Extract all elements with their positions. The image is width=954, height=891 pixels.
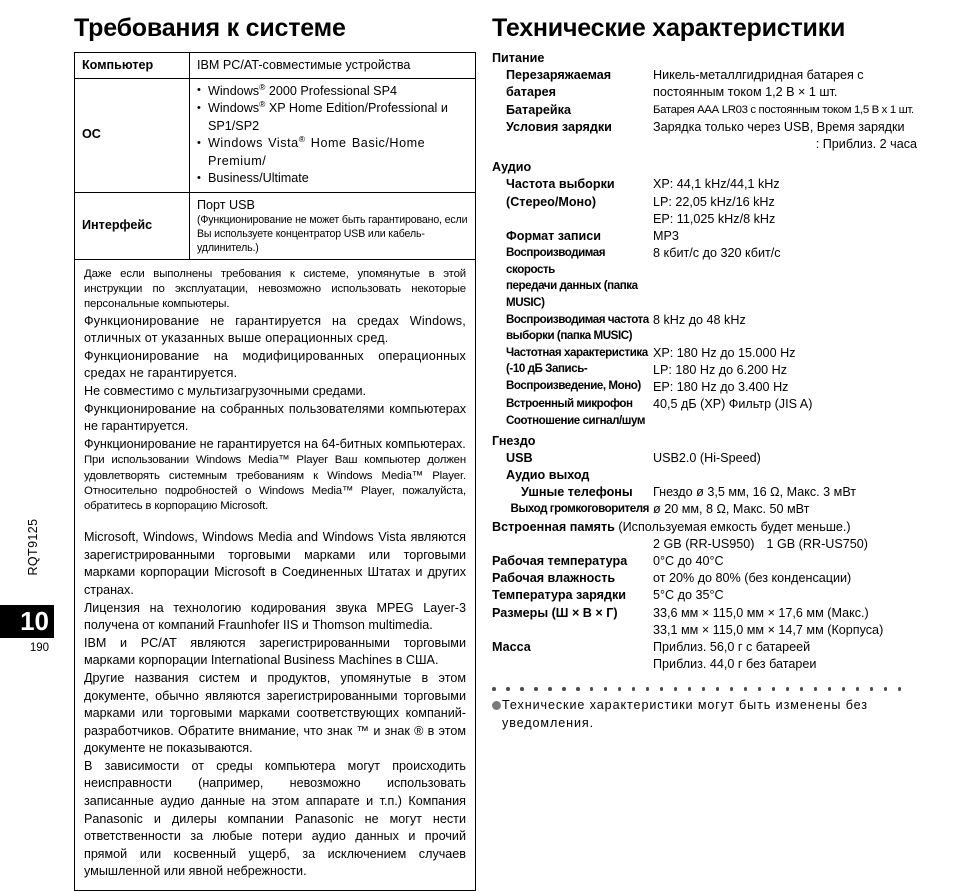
spec-key: Аудио выход	[506, 468, 590, 482]
separator-dot	[660, 687, 664, 691]
spec-key: Частотная характеристика (-10 дБ Запись- Воспроизведение, Моно)	[506, 345, 648, 392]
spec-value: Гнездо ø 3,5 мм, 16 Ω, Макс. 3 мВт	[653, 485, 857, 500]
specifications-list	[492, 50, 947, 673]
spec-value-line: Зарядка только через USB, Время зарядки	[653, 119, 905, 134]
separator-dot	[534, 687, 538, 691]
note-paragraph: Функционирование на собранных пользователями компьютерах не гарантируется.	[84, 401, 466, 434]
footnote	[492, 697, 947, 732]
spec-key: Рабочая температура	[492, 554, 628, 569]
page-title-specifications: Технические характеристики	[492, 14, 846, 42]
footnote-text: Технические характеристики могут быть изменены без уведомления.	[502, 698, 868, 730]
spec-value	[653, 605, 947, 639]
separator-dot	[744, 687, 748, 691]
spec-key: Ушные телефоны	[521, 485, 633, 500]
row-value-computer: IBM PC/AT-совместимые устройства	[190, 53, 476, 79]
spec-value	[653, 345, 947, 397]
spec-key: Воспроизводимая частота выборки (папка MUSIC)	[506, 312, 649, 343]
spec-value: от 20% до 80% (без конденсации)	[653, 571, 852, 586]
note-paragraph: Не совместимо с мультизагрузочными средами.	[84, 383, 367, 398]
internal-memory-values	[492, 536, 947, 553]
spec-value: 5°C до 35°C	[653, 588, 724, 603]
separator-dot	[618, 687, 622, 691]
spec-value-line: 33,1 мм × 115,0 мм × 14,7 мм (Корпуса)	[653, 622, 884, 637]
spec-key: USB	[506, 450, 533, 465]
separator-dot	[758, 687, 762, 691]
list-item: • Windows® XP Home Edition/Professional и SP1/SP2	[197, 100, 468, 135]
spec-row	[492, 605, 947, 639]
table-row	[75, 192, 476, 260]
separator-dot	[716, 687, 720, 691]
separator-dot	[800, 687, 804, 691]
spec-row	[492, 245, 947, 311]
separator-dot	[870, 687, 874, 691]
spec-group-heading-power: Питание	[492, 51, 545, 65]
system-requirements-table	[74, 52, 476, 260]
spec-row	[492, 102, 947, 119]
product-code-label: RQT9125	[26, 518, 40, 576]
spec-value-line: LP: 180 Hz до 6.200 Hz	[653, 363, 788, 377]
table-row	[75, 53, 476, 79]
spec-key: Формат записи	[506, 229, 601, 244]
note-paragraph: Другие названия систем и продуктов, упомянутые в этом документе, обычно являются зарегистрированными торговыми марками или торговыми марками соответствующих компаний-разработчиков. Обратите внимание, что знак ™ и знак ® в этом документе не показываются.	[84, 670, 466, 756]
spec-value-line: EP: 11,025 kHz/8 kHz	[653, 211, 776, 226]
spec-key: Выход громкоговорителя	[510, 502, 649, 516]
separator-dot	[828, 687, 832, 691]
separator-dot	[856, 687, 860, 691]
spec-key: Масса	[492, 640, 531, 655]
note-paragraph: Функционирование не гарантируется на средах Windows, отличных от указанных выше операционных сред.	[84, 313, 466, 346]
separator-dot	[898, 687, 902, 691]
separator-dot	[688, 687, 692, 691]
row-value-interface	[190, 192, 476, 260]
separator-dot	[730, 687, 734, 691]
page-margin-rail	[0, 0, 66, 677]
spec-row	[492, 501, 947, 518]
separator-dot	[604, 687, 608, 691]
table-row	[75, 78, 476, 192]
separator-dot	[492, 687, 496, 691]
interface-note: (Функционирование не может быть гарантировано, если Вы используете концентратор USB или кабель-удлинитель.)	[197, 214, 468, 254]
note-paragraph: В зависимости от среды компьютера могут происходить неисправности (например, невозможно использовать записанные аудио данные на этом аппарате и т.п.) Компания Panasonic и дилеры компании Panasonic не могут нести ответственности за любые потери аудио данных и прочий прямой или косвенный ущерб, за исключением случаев умышленной или явной небрежности.	[84, 758, 466, 879]
paragraph-spacer	[84, 514, 466, 529]
spec-value	[653, 639, 947, 673]
chapter-number: 10	[20, 606, 49, 636]
spec-row	[492, 396, 947, 429]
note-paragraph: Функционирование не гарантируется на 64-битных компьютерах.	[84, 436, 466, 451]
spec-key-suffix: (Используемая емкость будет меньше.)	[618, 519, 851, 534]
spec-key: Батарейка	[506, 102, 571, 117]
spec-row	[492, 119, 947, 153]
dotted-separator	[492, 684, 947, 693]
spec-value	[653, 176, 947, 228]
spec-value-line: Приблиз. 44,0 г без батареи	[653, 657, 817, 672]
spec-value: 8 kHz до 48 kHz	[653, 312, 746, 327]
spec-value: MP3	[653, 229, 679, 244]
spec-row	[492, 587, 947, 604]
separator-dot	[548, 687, 552, 691]
os-list	[197, 83, 468, 188]
spec-value: Никель-металлгидридная батарея с постоянным током 1,2 В × 1 шт.	[653, 68, 864, 100]
spec-key-label: Встроенная память	[492, 519, 615, 534]
spec-value: Батарея ААА LR03 с постоянным током 1,5 В x 1 шт.	[653, 103, 914, 116]
row-label-interface: Интерфейс	[75, 192, 190, 260]
separator-dot	[814, 687, 818, 691]
note-paragraph: IBM и PC/AT являются зарегистрированными торговыми марками корпорации International Business Machines в США.	[84, 635, 466, 668]
separator-dot	[674, 687, 678, 691]
list-item: • Windows Vista® Home Basic/Home Premium/	[197, 135, 468, 170]
spec-key: Частота выборки (Стерео/Моно)	[506, 177, 615, 209]
interface-port: Порт USB	[197, 197, 255, 212]
page-number: 190	[29, 642, 49, 654]
spec-row	[492, 450, 947, 467]
separator-dot	[506, 687, 510, 691]
notes-block	[74, 260, 476, 891]
spec-key: Встроенный микрофон Соотношение сигнал/шум	[506, 397, 645, 427]
spec-row	[492, 484, 947, 501]
spec-value	[653, 119, 947, 153]
note-paragraph: Функционирование на модифицированных операционных средах не гарантируется.	[84, 348, 466, 381]
spec-row	[492, 176, 947, 228]
spec-value-line: 33,6 мм × 115,0 мм × 17,6 мм (Макс.)	[653, 605, 869, 620]
spec-group-heading-audio: Аудио	[492, 160, 532, 175]
memory-value-b: 1 GB (RR-US750)	[766, 536, 868, 551]
list-item-continuation: • Business/Ultimate	[197, 170, 468, 188]
spec-row	[492, 553, 947, 570]
spec-key: Размеры (Ш × В × Г)	[492, 605, 618, 620]
registered-icon: ®	[259, 98, 266, 109]
row-label-os: ОС	[75, 78, 190, 192]
spec-row	[492, 67, 947, 101]
chapter-tab	[0, 605, 54, 638]
separator-dot	[520, 687, 524, 691]
note-paragraph: Microsoft, Windows, Windows Media and Windows Vista являются зарегистрированными торговыми марками или торговыми марками корпорации Microsoft в Соединенных Штатах и других странах.	[84, 530, 466, 597]
spec-value: USB2.0 (Hi-Speed)	[653, 450, 761, 465]
page-title-system-requirements: Требования к системе	[74, 14, 346, 42]
spec-key: Перезаряжаемая батарея	[506, 68, 612, 100]
spec-value-line: XP: 44,1 kHz/44,1 kHz	[653, 177, 780, 192]
separator-dot	[632, 687, 636, 691]
separator-dot	[702, 687, 706, 691]
note-paragraph: Лицензия на технологию кодирования звука MPEG Layer-3 получена от компаний Fraunhofer IIS и Thomson multimedia.	[84, 600, 466, 633]
separator-dot	[772, 687, 776, 691]
spec-row	[492, 312, 947, 345]
spec-key: Условия зарядки	[506, 119, 612, 134]
spec-value-line: LP: 22,05 kHz/16 kHz	[653, 194, 775, 209]
list-item: • Windows® 2000 Professional SP4	[197, 83, 468, 101]
separator-dot	[842, 687, 846, 691]
registered-icon: ®	[259, 81, 266, 92]
spec-key	[492, 519, 851, 536]
spec-key: Температура зарядки	[492, 588, 627, 603]
spec-value: ø 20 мм, 8 Ω, Макс. 50 мВт	[653, 502, 810, 517]
row-value-os	[190, 78, 476, 192]
note-paragraph: При использовании Windows Media™ Player Ваш компьютер должен удовлетворять системным требованиям к Windows Media™ Player. Относительно подробностей о Windows Media™ Player, пожалуйста, обратитесь в корпорацию Microsoft.	[84, 454, 466, 512]
spec-row	[492, 228, 947, 245]
row-label-computer: Компьютер	[75, 53, 190, 79]
left-column	[74, 0, 478, 891]
spec-value-line: XP: 180 Hz до 15.000 Hz	[653, 345, 796, 360]
spec-key: Воспроизводимая скорость передачи данных (папка MUSIC)	[506, 246, 638, 310]
separator-dot	[646, 687, 650, 691]
spec-value-line: Приблиз. 56,0 г с батареей	[653, 640, 811, 655]
registered-icon: ®	[298, 133, 306, 144]
separator-dot	[786, 687, 790, 691]
right-column	[492, 0, 947, 732]
spec-value-line: EP: 180 Hz до 3.400 Hz	[653, 380, 789, 395]
separator-dot	[562, 687, 566, 691]
spec-key: Рабочая влажность	[492, 571, 616, 586]
separator-dot	[576, 687, 580, 691]
spec-value-line: : Приблиз. 2 часа	[815, 137, 917, 152]
spec-row	[492, 345, 947, 397]
separator-dot	[590, 687, 594, 691]
memory-value-a: 2 GB (RR-US950)	[653, 536, 755, 551]
spec-value: 0°C до 40°C	[653, 554, 724, 569]
separator-dot	[884, 687, 888, 691]
spec-row	[492, 467, 947, 484]
spec-value: 8 кбит/с до 320 кбит/с	[653, 246, 781, 261]
spec-row	[492, 639, 947, 673]
spec-row	[492, 570, 947, 587]
spec-value: 40,5 дБ (XP) Фильтр (JIS A)	[653, 397, 813, 412]
spec-group-heading-jack: Гнездо	[492, 433, 536, 448]
note-paragraph: Даже если выполнены требования к системе, упомянутые в этой инструкции по эксплуатации, невозможно использовать некоторые персональные компьютеры.	[84, 268, 466, 311]
spec-row-internal-memory	[492, 519, 947, 536]
bullet-icon	[492, 701, 501, 710]
